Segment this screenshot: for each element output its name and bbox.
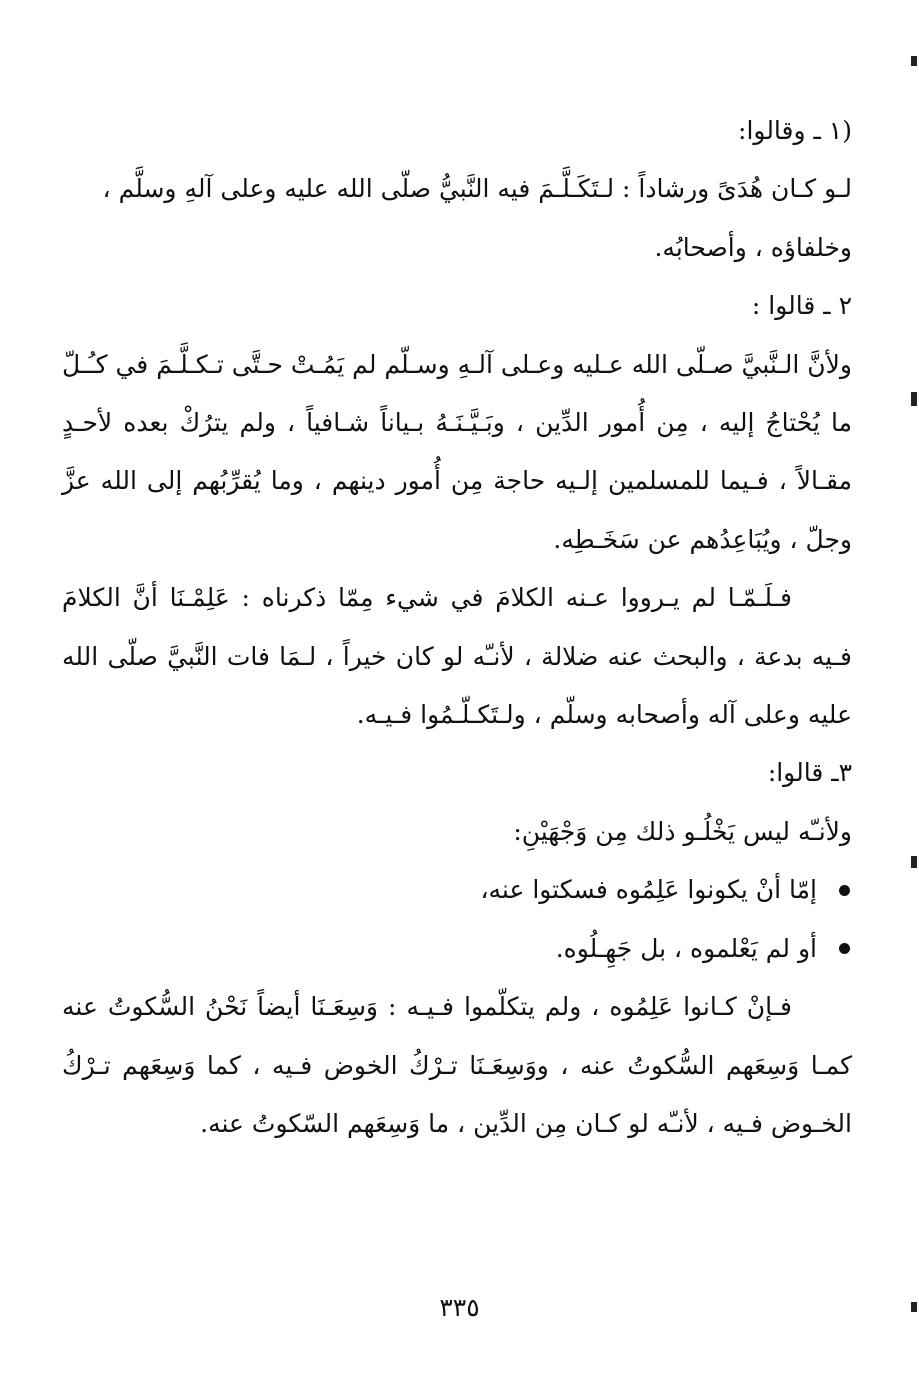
bullet-item-2-text: أو لم يَعْلموه ، بل جَهِـلُوه. [555, 933, 817, 963]
bullet-item-2 [62, 920, 852, 978]
page-body [62, 102, 852, 1153]
scan-edge-mark [911, 56, 917, 66]
section3-intro: ولأنـّه ليس يَخْلُـو ذلك مِن وَجْهَيْنِ: [513, 816, 852, 846]
section1-heading: (١ ـ وقالوا: [738, 116, 852, 145]
section1-line-2: وخلفاؤه ، وأصحابُه. [654, 232, 852, 262]
scan-edge-mark [911, 1302, 917, 1312]
bullet-item-1 [62, 861, 852, 919]
section2-paragraph: ولأنَّ الـنَّبيَّ صـلّى الله عـليه وعـلى آلـهِ وسـلّم لم يَمُـتْ حـتَّى تـكـلَّـمَ في كـُـلّ ما يُحْتاجُ إليه ، مِن أُمور الدِّين ، وبَـيَّـنَـهُ بـياناً شـافياً ، ولم يترُكْ بعده لأحـدٍ مقـالاً ، فـيما للمسلمين إلـيه حاجة مِن أُمور دينهم ، وما يُقرِّبُهم إلى الله عزَّ وجلّ ، ويُبَاعِدُهم عن سَخَـطِه. [62, 349, 852, 554]
bullet-icon [839, 943, 850, 954]
section3-paragraph: فـإنْ كـانوا عَلِمُوه ، ولم يتكلّموا فـيـه : وَسِعَـنَا أيضاً نَحْنُ السُّكوتُ عنه كمـا وَسِعَهم السُّكوتُ عنه ، ووَسِعَـنَا تـرْكُ الخوض فـيه ، كما وَسِعَهم تـرْكُ الخـوض فـيه ، لأنـّه لو كـان مِن الدِّين ، ما وَسِعَهم السّكوتُ عنه. [62, 992, 852, 1138]
bullet-item-1-text: إمّا أنْ يكونوا عَلِمُوه فسكتوا عنه، [480, 875, 817, 905]
page-number: ٣٣٥ [439, 1293, 480, 1322]
scan-edge-mark [911, 856, 917, 868]
bullet-icon [839, 885, 850, 896]
scan-edge-mark [911, 392, 917, 406]
section2-paragraph-2: فـلَـمّـا لم يـرووا عـنه الكلامَ في شيء مِمّا ذكرناه : عَلِمْـنَا أنَّ الكلامَ فـيه بدعة ، والبحث عنه ضلالة ، لأنـّه لو كان خيراً ، لـمَا فات النَّبيَّ صلّى الله عليه وعلى آله وأصحابه وسلّم ، ولـتَكـلّـمُوا فـيـه. [62, 583, 852, 730]
section1-line-1: لـو كـان هُدَىً ورشاداً : لـتَكَـلَّـمَ فيه النَّبيُّ صلّى الله عليه وعلى آلهِ وسلَّم ، [102, 174, 852, 204]
section2-heading: ٢ ـ قالوا : [751, 291, 852, 321]
section3-heading: ٣ـ قالوا: [767, 758, 852, 788]
